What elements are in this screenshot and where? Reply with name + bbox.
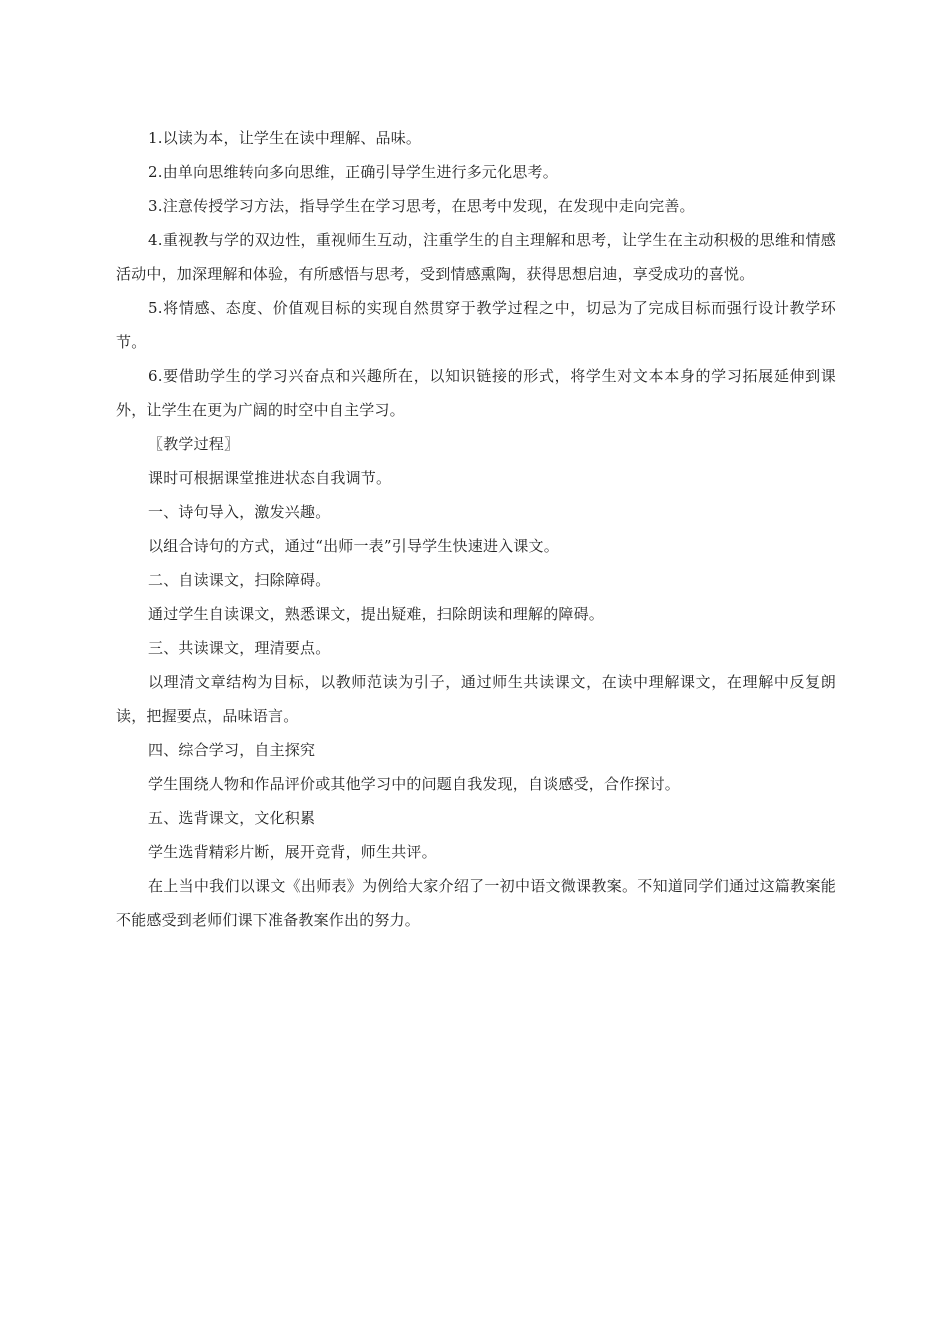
step-body-5: 学生选背精彩片断，展开竞背，师生共评。 [148, 843, 437, 861]
paragraph-class-time: 课时可根据课堂推进状态自我调节。 [148, 469, 392, 487]
paragraph-conclusion: 在上当中我们以课文《出师表》为例给大家介绍了一初中语文微课教案。不知道同学们通过这篇教案能不能感受到老师们课下准备教案作出的努力。 [116, 877, 836, 929]
paragraph-goal-6: 6.要借助学生的学习兴奋点和兴趣所在，以知识链接的形式，将学生对文本本身的学习拓展延伸到课外，让学生在更为广阔的时空中自主学习。 [116, 367, 836, 419]
step-heading-1: 一、诗句导入，激发兴趣。 [148, 503, 331, 521]
paragraph-goal-3: 3.注意传授学习方法，指导学生在学习思考，在思考中发现，在发现中走向完善。 [148, 197, 695, 215]
paragraph-goal-4: 4.重视教与学的双边性，重视师生互动，注重学生的自主理解和思考，让学生在主动积极的思维和情感活动中，加深理解和体验，有所感悟与思考，受到情感熏陶，获得思想启迪，享受成功的喜悦。 [116, 231, 836, 283]
step-heading-3: 三、共读课文，理清要点。 [148, 639, 331, 657]
step-body-3: 以理清文章结构为目标，以教师范读为引子，通过师生共读课文，在读中理解课文，在理解中反复朗读，把握要点，品味语言。 [116, 673, 836, 725]
paragraph-goal-2: 2.由单向思维转向多向思维，正确引导学生进行多元化思考。 [148, 163, 558, 181]
step-heading-2: 二、自读课文，扫除障碍。 [148, 571, 331, 589]
paragraph-goal-5: 5.将情感、态度、价值观目标的实现自然贯穿于教学过程之中，切忌为了完成目标而强行设计教学环节。 [116, 299, 836, 351]
section-heading-teaching-process: 〖教学过程〗 [148, 435, 240, 453]
step-body-4: 学生围绕人物和作品评价或其他学习中的问题自我发现，自谈感受，合作探讨。 [148, 775, 681, 793]
document-body [116, 121, 836, 937]
step-body-2: 通过学生自读课文，熟悉课文，提出疑难，扫除朗读和理解的障碍。 [148, 605, 605, 623]
paragraph-goal-1: 1.以读为本，让学生在读中理解、品味。 [148, 129, 422, 147]
step-heading-4: 四、综合学习，自主探究 [148, 741, 316, 759]
step-heading-5: 五、选背课文，文化积累 [148, 809, 316, 827]
step-body-1: 以组合诗句的方式，通过“出师一表”引导学生快速进入课文。 [148, 537, 559, 555]
